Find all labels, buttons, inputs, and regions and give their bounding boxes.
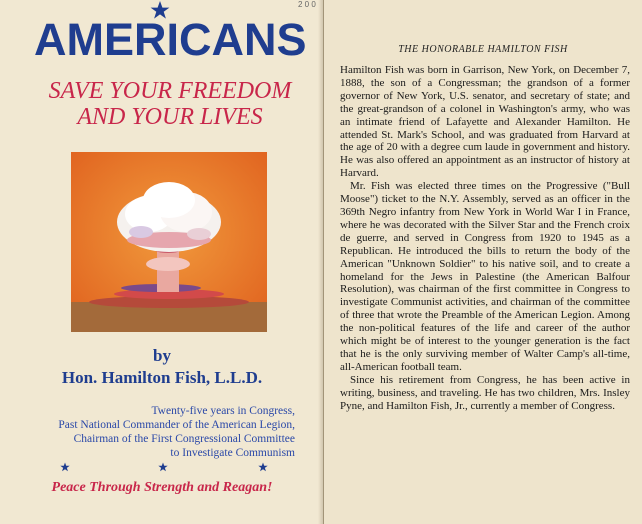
bio-heading: THE HONORABLE HAMILTON FISH bbox=[398, 44, 568, 55]
cover-by: by bbox=[153, 346, 171, 365]
star-icon bbox=[258, 462, 268, 472]
star-icon bbox=[158, 462, 168, 472]
cover-subtitle-line2: AND YOUR LIVES bbox=[77, 104, 263, 130]
cover-title: AMERICANS bbox=[34, 14, 307, 65]
mushroom-cloud-illustration bbox=[71, 152, 267, 332]
bio-paragraph: Hamilton Fish was born in Garrison, New York, on December 7, 1888, the son of a Congressman; the grandson of a former governor of New York, U.S. senator, and secretary of state; and the great-grandson of a colonel in Washington's army, who was an intimate friend of Lafayette and Alexander Hamilton. He attended St. Mark's School, and was graduated from Harvard at the age of 20 with a degree cum laude in government and history. He was also offered an appointment as an instructor of history at Harvard. bbox=[340, 64, 630, 180]
credential-line: Chairman of the First Congressional Committee bbox=[73, 433, 295, 445]
credential-line: Twenty-five years in Congress, bbox=[151, 405, 295, 417]
credential-line: to Investigate Communism bbox=[170, 447, 295, 459]
cover-subtitle-line1: SAVE YOUR FREEDOM bbox=[48, 78, 292, 104]
cover-author: Hon. Hamilton Fish, L.L.D. bbox=[61, 368, 263, 387]
star-icon bbox=[60, 462, 70, 472]
corner-mark: 2 0 0 bbox=[298, 0, 316, 9]
bio-paragraph: Mr. Fish was elected three times on the Progressive ("Bull Moose") ticket to the N.Y. Assembly, served as an officer in the 369th Negro infantry from New York in World War I in France, where he was decorated with the Silver Star and the French croix de guerre, and served in Congress from 1920 to 1945 as a Republican. He introduced the bills to return the body of the American "Unknown Soldier" to his native soil, and to create a homeland for the Jews in Palestine (the American Balfour Resolution), was chairman of the first committee in Congress to investigate Communist activities, and chairman of the committee of three that wrote the Preamble of the American Legion. Among the non-political features of the life and career of the author which might be of interest to the younger generation is the fact that he is the only surviving member of Walter Camp's all-time, all-American football team. bbox=[340, 180, 630, 373]
bio-paragraph: Since his retirement from Congress, he has been active in writing, business, and traveling. He has two children, Mrs. Insley Pyne, and Hamilton Fish, Jr., currently a member of Congress. bbox=[340, 373, 630, 412]
back-cover bbox=[324, 0, 642, 524]
credential-line: Past National Commander of the American Legion, bbox=[58, 419, 295, 431]
cover-tagline: Peace Through Strength and Reagan! bbox=[51, 480, 273, 495]
bio-text bbox=[340, 64, 630, 412]
